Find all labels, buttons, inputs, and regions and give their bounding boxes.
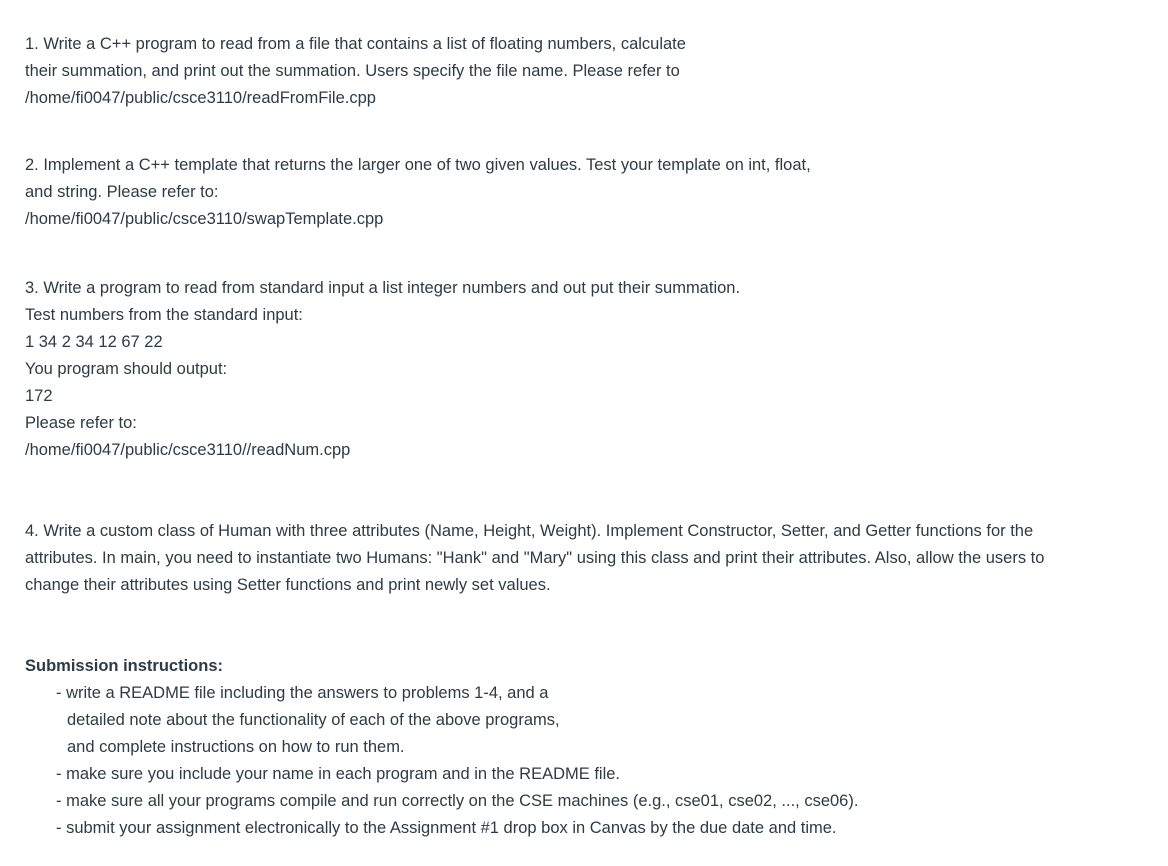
problem-1-path: /home/fi0047/public/csce3110/readFromFile.cpp — [25, 89, 376, 107]
problem-4-line-3: change their attributes using Setter functions and print newly set values. — [25, 576, 551, 594]
submission-item-name: - make sure you include your name in each program and in the README file. — [56, 765, 621, 783]
submission-item-readme — [56, 680, 1155, 761]
submission-instructions — [25, 653, 1155, 842]
problem-2-line-1: 2. Implement a C++ template that returns the larger one of two given values. Test your template on int, float, — [25, 156, 811, 174]
submission-item-readme-line-1: - write a README file including the answers to problems 1-4, and a — [56, 684, 549, 702]
problem-2 — [25, 152, 1155, 233]
problem-1 — [25, 31, 1155, 112]
problem-3-path: /home/fi0047/public/csce3110//readNum.cpp — [25, 441, 351, 459]
problem-2-line-2: and string. Please refer to: — [25, 183, 219, 201]
submission-item-compile: - make sure all your programs compile and run correctly on the CSE machines (e.g., cse01, cse02, ..., cse06). — [56, 792, 859, 810]
submission-item-submit: - submit your assignment electronically to the Assignment #1 drop box in Canvas by the due date and time. — [56, 819, 837, 837]
submission-item-readme-line-3: and complete instructions on how to run them. — [67, 738, 405, 756]
problem-4 — [25, 518, 1155, 599]
problem-3-expected-output: 172 — [25, 387, 53, 405]
problem-3-line-1: 3. Write a program to read from standard input a list integer numbers and out put their summation. — [25, 279, 741, 297]
problem-1-line-2: their summation, and print out the summation. Users specify the file name. Please refer to — [25, 62, 680, 80]
problem-3-test-input: 1 34 2 34 12 67 22 — [25, 333, 163, 351]
problem-3 — [25, 275, 1155, 464]
submission-list — [56, 680, 1155, 842]
assignment-document — [25, 31, 1155, 842]
problem-4-line-2: attributes. In main, you need to instantiate two Humans: "Hank" and "Mary" using this class and print their attributes. Also, allow the users to — [25, 549, 1045, 567]
problem-1-line-1: 1. Write a C++ program to read from a file that contains a list of floating numbers, calculate — [25, 35, 686, 53]
problem-3-line-4: You program should output: — [25, 360, 228, 378]
submission-item-readme-line-2: detailed note about the functionality of each of the above programs, — [67, 711, 560, 729]
problem-4-line-1: 4. Write a custom class of Human with three attributes (Name, Height, Weight). Implement Constructor, Setter, and Getter functions for the — [25, 522, 1034, 540]
submission-title: Submission instructions: — [25, 657, 224, 675]
problem-3-line-2: Test numbers from the standard input: — [25, 306, 303, 324]
problem-3-line-6: Please refer to: — [25, 414, 137, 432]
problem-2-path: /home/fi0047/public/csce3110/swapTemplate.cpp — [25, 210, 384, 228]
